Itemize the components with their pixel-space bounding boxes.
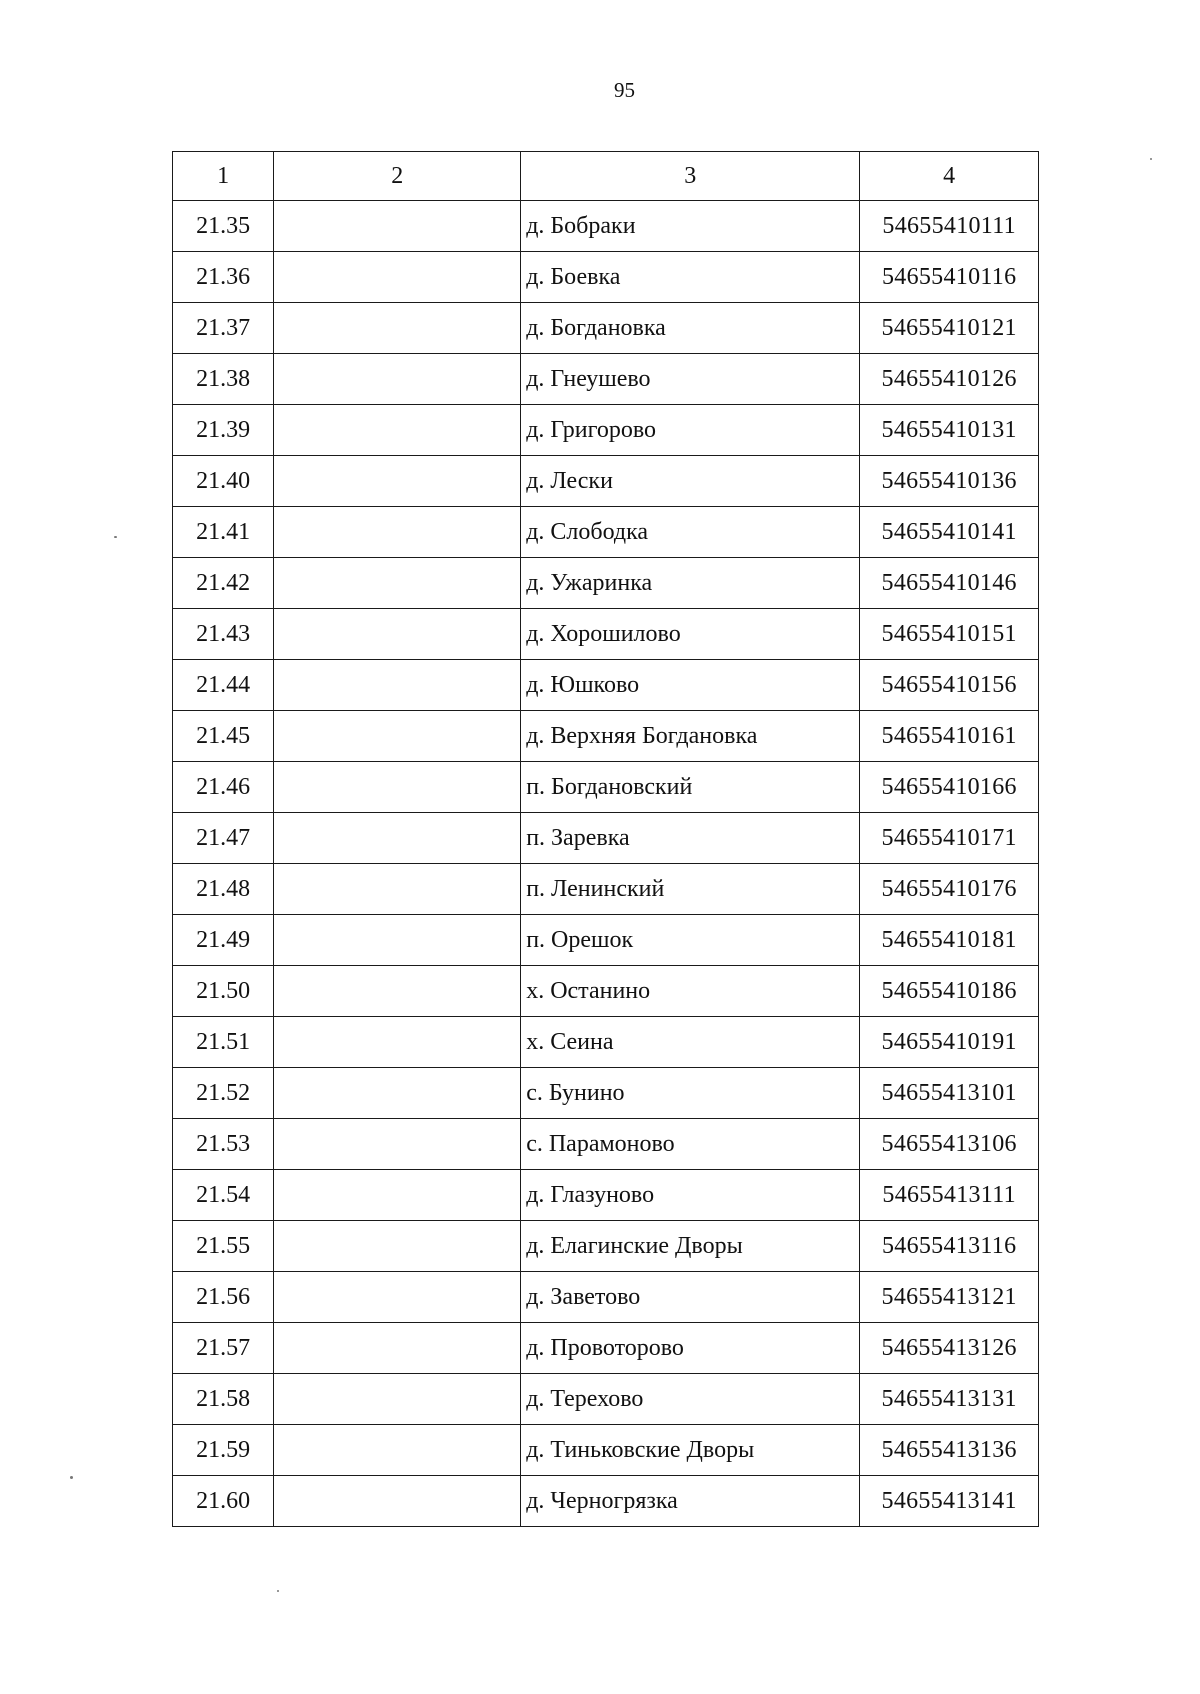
table-row <box>173 201 1039 252</box>
row-number-cell: 21.59 <box>173 1425 274 1476</box>
table-row <box>173 405 1039 456</box>
row-col2-cell <box>274 354 521 405</box>
row-col2-cell <box>274 1476 521 1527</box>
table-row <box>173 1272 1039 1323</box>
settlement-name-cell: п. Заревка <box>521 813 860 864</box>
oktmo-code-cell: 54655413121 <box>860 1272 1039 1323</box>
oktmo-code-cell: 54655410141 <box>860 507 1039 558</box>
settlement-name-cell: д. Елагинские Дворы <box>521 1221 860 1272</box>
row-col2-cell <box>274 813 521 864</box>
row-col2-cell <box>274 252 521 303</box>
oktmo-code-cell: 54655410191 <box>860 1017 1039 1068</box>
row-col2-cell <box>274 660 521 711</box>
settlement-name-cell: д. Терехово <box>521 1374 860 1425</box>
settlement-name-cell: п. Орешок <box>521 915 860 966</box>
row-col2-cell <box>274 1221 521 1272</box>
row-number-cell: 21.39 <box>173 405 274 456</box>
oktmo-code-cell: 54655410156 <box>860 660 1039 711</box>
oktmo-code-cell: 54655413111 <box>860 1170 1039 1221</box>
row-number-cell: 21.40 <box>173 456 274 507</box>
row-number-cell: 21.44 <box>173 660 274 711</box>
row-col2-cell <box>274 405 521 456</box>
table-row <box>173 1374 1039 1425</box>
oktmo-code-cell: 54655410131 <box>860 405 1039 456</box>
scan-speck <box>1150 158 1152 160</box>
table-row <box>173 660 1039 711</box>
settlement-name-cell: д. Лески <box>521 456 860 507</box>
table-row <box>173 813 1039 864</box>
table-row <box>173 1119 1039 1170</box>
row-col2-cell <box>274 201 521 252</box>
row-col2-cell <box>274 609 521 660</box>
oktmo-code-cell: 54655410126 <box>860 354 1039 405</box>
row-number-cell: 21.60 <box>173 1476 274 1527</box>
oktmo-code-cell: 54655413126 <box>860 1323 1039 1374</box>
settlement-name-cell: п. Богдановский <box>521 762 860 813</box>
table-row <box>173 456 1039 507</box>
table-row <box>173 915 1039 966</box>
oktmo-code-cell: 54655410146 <box>860 558 1039 609</box>
table-row <box>173 1170 1039 1221</box>
settlement-name-cell: д. Бобраки <box>521 201 860 252</box>
oktmo-code-cell: 54655410136 <box>860 456 1039 507</box>
row-number-cell: 21.50 <box>173 966 274 1017</box>
scan-speck <box>70 1476 73 1479</box>
row-number-cell: 21.42 <box>173 558 274 609</box>
row-number-cell: 21.52 <box>173 1068 274 1119</box>
row-number-cell: 21.47 <box>173 813 274 864</box>
settlement-name-cell: д. Богдановка <box>521 303 860 354</box>
row-col2-cell <box>274 762 521 813</box>
header-cell-2: 2 <box>274 152 521 201</box>
oktmo-code-cell: 54655410151 <box>860 609 1039 660</box>
settlement-name-cell: д. Григорово <box>521 405 860 456</box>
oktmo-code-cell: 54655413106 <box>860 1119 1039 1170</box>
row-col2-cell <box>274 966 521 1017</box>
row-col2-cell <box>274 456 521 507</box>
oktmo-code-cell: 54655410176 <box>860 864 1039 915</box>
table-row <box>173 1425 1039 1476</box>
settlement-name-cell: с. Парамоново <box>521 1119 860 1170</box>
settlement-name-cell: д. Юшково <box>521 660 860 711</box>
row-col2-cell <box>274 558 521 609</box>
header-cell-4: 4 <box>860 152 1039 201</box>
row-number-cell: 21.49 <box>173 915 274 966</box>
oktmo-code-cell: 54655410171 <box>860 813 1039 864</box>
row-col2-cell <box>274 1068 521 1119</box>
table-row <box>173 303 1039 354</box>
row-number-cell: 21.53 <box>173 1119 274 1170</box>
oktmo-code-cell: 54655413136 <box>860 1425 1039 1476</box>
table-header-row <box>173 152 1039 201</box>
oktmo-code-cell: 54655410116 <box>860 252 1039 303</box>
row-number-cell: 21.48 <box>173 864 274 915</box>
row-number-cell: 21.46 <box>173 762 274 813</box>
oktmo-code-cell: 54655410121 <box>860 303 1039 354</box>
settlement-name-cell: д. Хорошилово <box>521 609 860 660</box>
scan-speck <box>277 1590 279 1592</box>
row-number-cell: 21.57 <box>173 1323 274 1374</box>
settlement-name-cell: д. Слободка <box>521 507 860 558</box>
row-col2-cell <box>274 1119 521 1170</box>
oktmo-code-cell: 54655410166 <box>860 762 1039 813</box>
row-number-cell: 21.36 <box>173 252 274 303</box>
oktmo-code-cell: 54655413116 <box>860 1221 1039 1272</box>
table-row <box>173 762 1039 813</box>
page-number: 95 <box>614 78 635 102</box>
header-cell-1: 1 <box>173 152 274 201</box>
table-row <box>173 1221 1039 1272</box>
row-col2-cell <box>274 1425 521 1476</box>
settlement-name-cell: д. Провоторово <box>521 1323 860 1374</box>
settlement-name-cell: д. Ужаринка <box>521 558 860 609</box>
table-row <box>173 966 1039 1017</box>
row-col2-cell <box>274 1374 521 1425</box>
table-row <box>173 558 1039 609</box>
row-number-cell: 21.58 <box>173 1374 274 1425</box>
row-col2-cell <box>274 1017 521 1068</box>
row-number-cell: 21.38 <box>173 354 274 405</box>
table-body <box>173 152 1039 1527</box>
oktmo-code-cell: 54655410186 <box>860 966 1039 1017</box>
settlement-name-cell: х. Останино <box>521 966 860 1017</box>
row-col2-cell <box>274 1170 521 1221</box>
header-cell-3: 3 <box>521 152 860 201</box>
row-col2-cell <box>274 864 521 915</box>
table-row <box>173 864 1039 915</box>
row-col2-cell <box>274 1323 521 1374</box>
settlement-name-cell: д. Боевка <box>521 252 860 303</box>
row-number-cell: 21.37 <box>173 303 274 354</box>
table-row <box>173 1068 1039 1119</box>
row-col2-cell <box>274 915 521 966</box>
table-row <box>173 711 1039 762</box>
settlement-name-cell: д. Тиньковские Дворы <box>521 1425 860 1476</box>
oktmo-code-cell: 54655410161 <box>860 711 1039 762</box>
row-col2-cell <box>274 507 521 558</box>
row-number-cell: 21.55 <box>173 1221 274 1272</box>
scan-speck <box>114 536 117 538</box>
table-row <box>173 507 1039 558</box>
settlement-name-cell: д. Глазуново <box>521 1170 860 1221</box>
row-number-cell: 21.56 <box>173 1272 274 1323</box>
settlement-name-cell: д. Черногрязка <box>521 1476 860 1527</box>
table-row <box>173 1017 1039 1068</box>
row-col2-cell <box>274 303 521 354</box>
settlement-name-cell: п. Ленинский <box>521 864 860 915</box>
oktmo-code-cell: 54655410111 <box>860 201 1039 252</box>
row-number-cell: 21.54 <box>173 1170 274 1221</box>
table-row <box>173 354 1039 405</box>
oktmo-code-cell: 54655413141 <box>860 1476 1039 1527</box>
settlements-table <box>172 151 1039 1527</box>
row-number-cell: 21.45 <box>173 711 274 762</box>
table-row <box>173 1476 1039 1527</box>
row-col2-cell <box>274 711 521 762</box>
row-number-cell: 21.43 <box>173 609 274 660</box>
oktmo-code-cell: 54655410181 <box>860 915 1039 966</box>
row-number-cell: 21.35 <box>173 201 274 252</box>
settlement-name-cell: с. Бунино <box>521 1068 860 1119</box>
table-row <box>173 609 1039 660</box>
settlement-name-cell: д. Гнеушево <box>521 354 860 405</box>
oktmo-code-cell: 54655413101 <box>860 1068 1039 1119</box>
table-row <box>173 1323 1039 1374</box>
settlement-name-cell: д. Заветово <box>521 1272 860 1323</box>
row-number-cell: 21.51 <box>173 1017 274 1068</box>
settlement-name-cell: х. Сеина <box>521 1017 860 1068</box>
row-col2-cell <box>274 1272 521 1323</box>
row-number-cell: 21.41 <box>173 507 274 558</box>
table-row <box>173 252 1039 303</box>
settlement-name-cell: д. Верхняя Богдановка <box>521 711 860 762</box>
oktmo-code-cell: 54655413131 <box>860 1374 1039 1425</box>
